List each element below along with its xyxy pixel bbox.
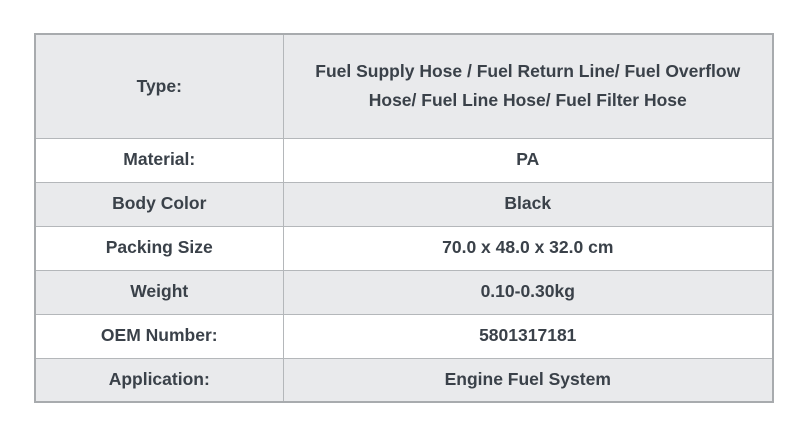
product-spec-table: [34, 33, 774, 403]
spec-label: Material:: [35, 138, 283, 182]
spec-label: Application:: [35, 358, 283, 402]
table-row: [35, 138, 773, 182]
table-row: [35, 270, 773, 314]
table-row: [35, 314, 773, 358]
table-row: [35, 34, 773, 138]
spec-value: Black: [283, 182, 773, 226]
table-row: [35, 182, 773, 226]
spec-label: Body Color: [35, 182, 283, 226]
table-row: [35, 226, 773, 270]
spec-label: Type:: [35, 34, 283, 138]
spec-value: 0.10-0.30kg: [283, 270, 773, 314]
spec-value: PA: [283, 138, 773, 182]
spec-label: Weight: [35, 270, 283, 314]
table-row: [35, 358, 773, 402]
spec-value: 70.0 x 48.0 x 32.0 cm: [283, 226, 773, 270]
spec-value: Engine Fuel System: [283, 358, 773, 402]
spec-table-body: [35, 34, 773, 402]
spec-value: Fuel Supply Hose / Fuel Return Line/ Fuel Overflow Hose/ Fuel Line Hose/ Fuel Filter Hose: [283, 34, 773, 138]
spec-value: 5801317181: [283, 314, 773, 358]
spec-label: Packing Size: [35, 226, 283, 270]
spec-label: OEM Number:: [35, 314, 283, 358]
